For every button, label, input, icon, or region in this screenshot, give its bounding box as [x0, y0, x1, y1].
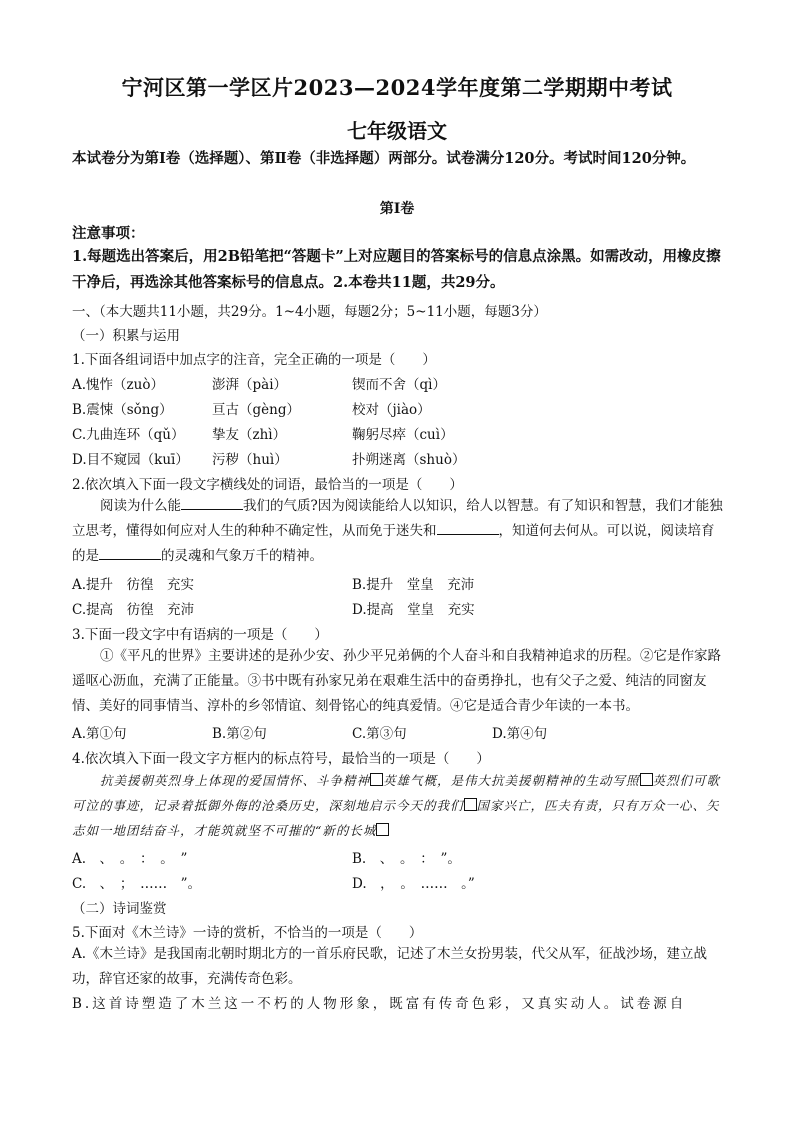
subsection-heading-poetry: （二）诗词鉴赏	[72, 901, 167, 917]
q3-option-c: C.第③句	[352, 726, 407, 742]
question-5-stem: 5.下面对《木兰诗》一诗的赏析，不恰当的一项是（ ）	[72, 925, 423, 941]
q2-blank-3	[99, 547, 161, 560]
question-2-passage	[72, 494, 724, 569]
q1-option-a-word2: 澎湃（pài）	[212, 377, 288, 393]
q1-option-a-word1: A.愧怍（zuò）	[72, 377, 164, 393]
exam-intro: 本试卷分为第Ⅰ卷（选择题）、第Ⅱ卷（非选择题）两部分。试卷满分120分。考试时间120分钟。	[72, 150, 696, 167]
q5-option-a: A.《木兰诗》是我国南北朝时期北方的一首乐府民歌，记述了木兰女扮男装，代父从军，征战沙场，建立战功，辞官还家的故事，充满传奇色彩。	[72, 946, 708, 987]
question-4-passage	[72, 768, 724, 843]
q4-option-d: D. ， 。 …… 。”	[352, 876, 475, 892]
q1-option-d-word2: 污秽（huì）	[212, 452, 288, 468]
question-4-stem: 4.依次填入下面一段文字方框内的标点符号，最恰当的一项是（ ）	[72, 751, 490, 767]
q2-option-b: B.提升 堂皇 充沛	[352, 577, 475, 593]
q3-option-d: D.第④句	[492, 726, 548, 742]
q4-punct-box-3	[464, 798, 477, 811]
subsection-heading-accumulation: （一）积累与运用	[72, 328, 180, 344]
q1-option-b-word1: B.震悚（sǒng）	[72, 402, 173, 418]
q2-passage-part3: ，知道何去何从。可以说，阅读培育的是	[72, 523, 715, 564]
q1-option-c-word2: 挚友（zhì）	[212, 427, 287, 443]
q2-passage-part2: 我们的气质?因为阅读能给人以知识，给人以智慧。有了知识和智慧，我们才能独立思考，懂得如何应对人生的种种不确定性，从而免于迷失和	[72, 498, 723, 539]
q3-option-a: A.第①句	[72, 726, 127, 742]
q4-option-b: B. 、 。 ： ”。	[352, 851, 461, 867]
q2-passage-part1: 阅读为什么能	[100, 498, 181, 514]
q1-option-b-word2: 亘古（gèng）	[212, 402, 300, 418]
question-2-stem: 2.依次填入下面一段文字横线处的词语，最恰当的一项是（ ）	[72, 477, 463, 493]
q2-blank-2	[437, 522, 499, 535]
q4-punct-box-1	[370, 773, 383, 786]
q1-option-d-word3: 扑朔迷离（shuò）	[352, 452, 466, 468]
q4-passage-part2: 英雄气概，是伟大抗美援朝精神的生动写照	[383, 773, 640, 788]
q3-option-b: B.第②句	[212, 726, 267, 742]
exam-title: 宁河区第一学区片2023—2024学年度第二学期期中考试	[121, 75, 673, 100]
q1-option-d-word1: D.目不窥园（kuī）	[72, 452, 189, 468]
q4-passage-part1: 抗美援朝英烈身上体现的爱国情怀、斗争精神	[100, 773, 371, 788]
question-1-stem: 1.下面各组词语中加点字的注音，完全正确的一项是（ ）	[72, 352, 436, 368]
q1-option-c-word1: C.九曲连环（qǔ）	[72, 427, 185, 443]
q4-passage-part3: 英烈们可歌可泣的事迹，记录着抵御外侮的沧桑历史，深刻地启示今天的我们	[72, 773, 721, 813]
section-heading: 一、（本大题共11小题，共29分。1~4小题，每题2分；5~11小题，每题3分）	[72, 304, 547, 320]
q1-option-a-word3: 锲而不舍（qì）	[352, 377, 446, 393]
q1-option-b-word3: 校对（jiào）	[352, 402, 431, 418]
volume-heading: 第Ⅰ卷	[379, 201, 415, 217]
q2-passage-part4: 的灵魂和气象万千的精神。	[161, 548, 323, 564]
q4-punct-box-4	[376, 823, 389, 836]
notice-text: 1.每题选出答案后，用2B铅笔把“答题卡”上对应题目的答案标号的信息点涂黑。如需改动，用橡皮擦干净后，再选涂其他答案标号的信息点。2.本卷共11题，共29分。	[72, 248, 721, 291]
question-3-stem: 3.下面一段文字中有语病的一项是（ ）	[72, 627, 328, 643]
q2-blank-1	[181, 497, 243, 510]
q2-option-d: D.提高 堂皇 充实	[352, 602, 475, 618]
q2-option-c: C.提高 彷徨 充沛	[72, 602, 195, 618]
exam-subtitle: 七年级语文	[347, 119, 447, 143]
q5-option-b: B.这首诗塑造了木兰这一不朽的人物形象，既富有传奇色彩，又真实动人。试卷源自	[72, 996, 687, 1012]
q4-option-c: C. 、 ； …… ”。	[72, 876, 202, 892]
notice-heading: 注意事项：	[72, 225, 145, 242]
q4-option-a: A. 、 。 ： 。 ”	[72, 851, 188, 867]
q1-option-c-word3: 鞠躬尽瘁（cuì）	[352, 427, 454, 443]
q4-punct-box-2	[640, 773, 653, 786]
question-3-passage: ①《平凡的世界》主要讲述的是孙少安、孙少平兄弟俩的个人奋斗和自我精神追求的历程。②它是作家路遥呕心沥血，充满了正能量。③书中既有孙家兄弟在艰难生活中的奋勇挣扎，也有父子之爱、纯洁的同窗友情、美好的同事情当、淳朴的乡邻情谊、刻骨铭心的纯真爱情。④它是适合青少年读的一本书。	[72, 648, 721, 714]
q4-passage-part4: 国家兴亡，匹夫有责，只有万众一心、矢志如一地团结奋斗，才能筑就坚不可摧的“新的长城	[72, 798, 720, 838]
q2-option-a: A.提升 彷徨 充实	[72, 577, 195, 593]
